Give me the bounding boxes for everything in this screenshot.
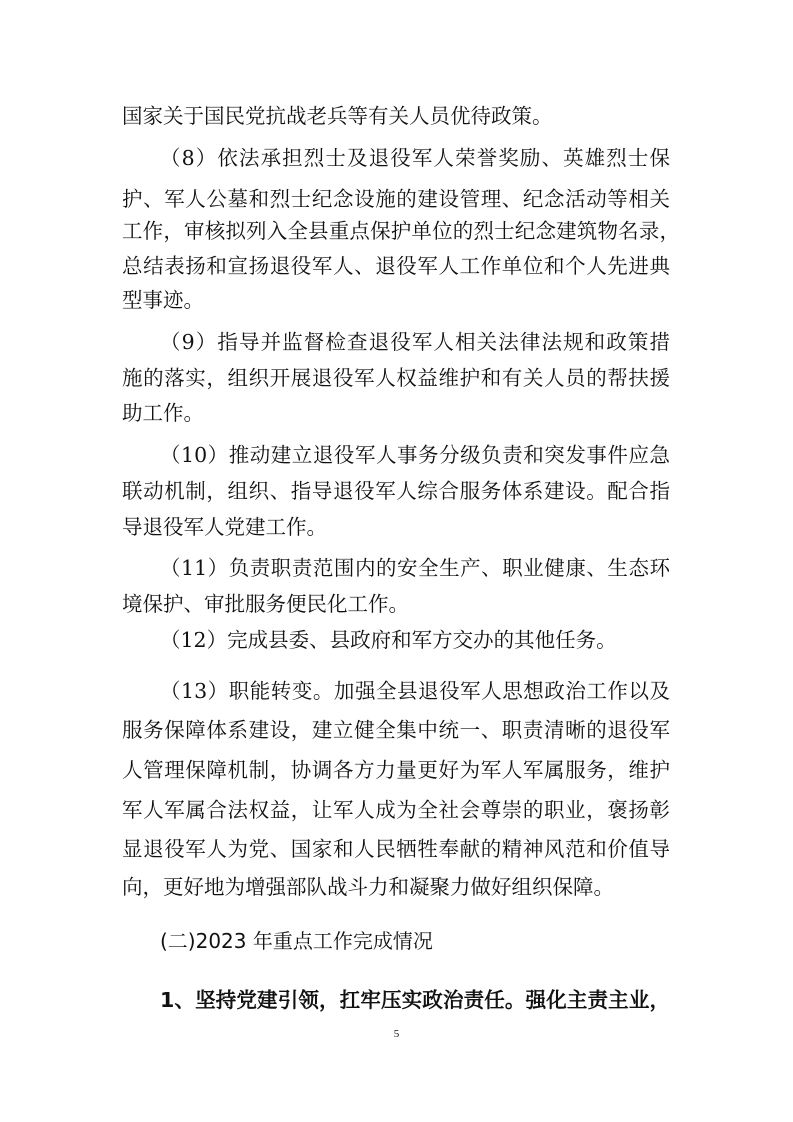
text-line: 导退役军人党建工作。 [122, 515, 327, 539]
section-heading: (二)2023 年重点工作完成情况 [160, 929, 433, 953]
text-line: 工作，审核拟列入全县重点保护单位的烈士纪念建筑物名录， [122, 219, 680, 243]
text-line: （10）推动建立退役军人事务分级负责和突发事件应急 [160, 443, 670, 467]
text-line: 服务保障体系建设，建立健全集中统一、职责清晰的退役军 [122, 718, 670, 742]
text-line: 总结表扬和宣扬退役军人、退役军人工作单位和个人先进典 [122, 254, 670, 278]
text-line: （8）依法承担烈士及退役军人荣誉奖励、英雄烈士保 [160, 146, 670, 170]
text-line: 施的落实，组织开展退役军人权益维护和有关人员的帮扶援 [122, 366, 670, 390]
text-line: （13）职能转变。加强全县退役军人思想政治工作以及 [160, 679, 670, 703]
text-line: 向，更好地为增强部队战斗力和凝聚力做好组织保障。 [122, 875, 614, 899]
bold-item-line: 1、坚持党建引领，扛牢压实政治责任。强化主责主业， [160, 988, 670, 1012]
text-line: 联动机制，组织、指导退役军人综合服务体系建设。配合指 [122, 479, 670, 503]
text-line: 境保护、审批服务便民化工作。 [122, 592, 409, 616]
text-line: 型事迹。 [122, 288, 204, 312]
text-line: （11）负责职责范围内的安全生产、职业健康、生态环 [160, 556, 670, 580]
text-line: 显退役军人为党、国家和人民牺牲奉献的精神风范和价值导 [122, 837, 670, 861]
text-line: （12）完成县委、县政府和军方交办的其他任务。 [160, 628, 617, 652]
text-line: 护、军人公墓和烈士纪念设施的建设管理、纪念活动等相关 [122, 187, 670, 211]
text-line: 人管理保障机制，协调各方力量更好为军人军属服务，维护 [122, 758, 670, 782]
page-number: 5 [393, 1028, 400, 1040]
text-line: 军人军属合法权益，让军人成为全社会尊崇的职业，褒扬彰 [122, 798, 670, 822]
text-line: 助工作。 [122, 401, 204, 425]
text-line: （9）指导并监督检查退役军人相关法律法规和政策措 [160, 330, 670, 354]
text-line: 国家关于国民党抗战老兵等有关人员优待政策。 [122, 104, 553, 128]
